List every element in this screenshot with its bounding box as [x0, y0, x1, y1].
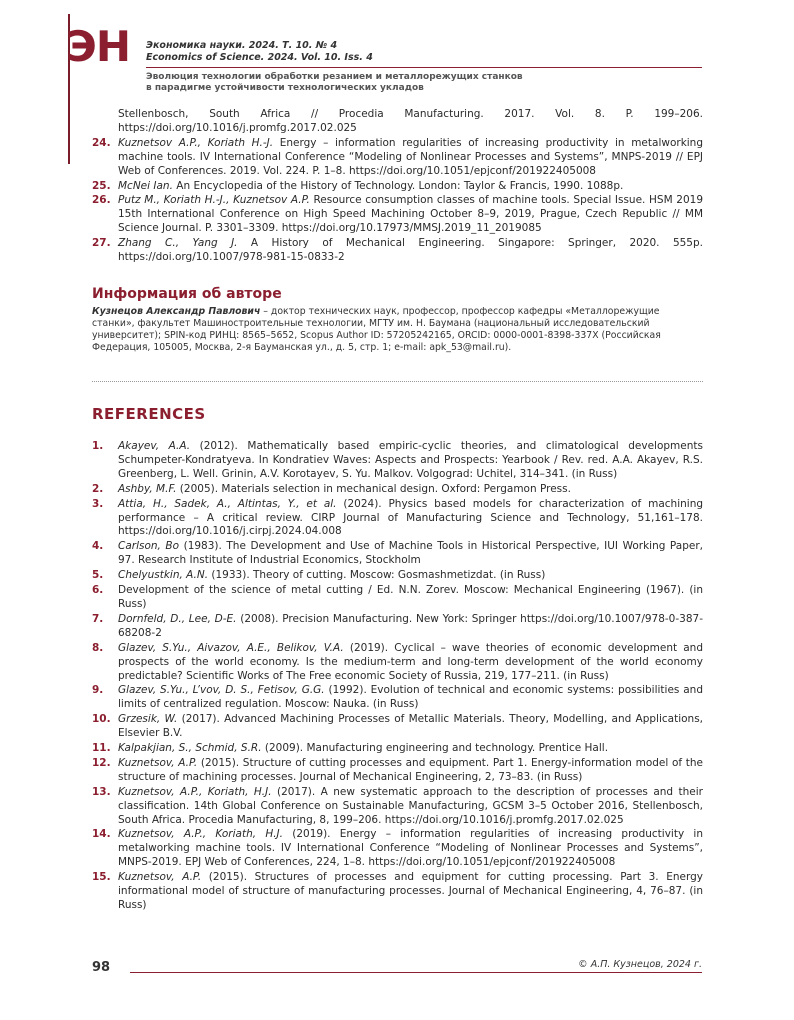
reference-number: 8. — [92, 641, 104, 654]
journal-title-ru: Экономика науки. 2024. Т. 10. № 4 — [146, 40, 338, 51]
reference-number: 6. — [92, 584, 104, 597]
page-number: 98 — [92, 960, 111, 975]
reference-details: (2015). Structure of cutting processes and equipment. Part 1. Energy-information model of the structure of machining processes. Journal of Mechanical Engineering, 2, 73–83. (in Russ) — [118, 756, 703, 783]
reference-text — [118, 540, 703, 568]
reference-item — [92, 684, 703, 712]
reference-details: Energy – information regularities of increasing productivity in metalworking machine tools. IV International Conference “Modeling of Nonlinear Processes and Systems”, MNPS-2019 // EPJ Web of Conferences. 2019. Vol. 224. P. 1–8. https://doi.org/10.1051/epjconf/201922405008 — [118, 136, 704, 177]
reference-item — [92, 713, 703, 741]
reference-details: (1933). Theory of cutting. Moscow: Gosmashmetizdat. (in Russ) — [208, 569, 546, 582]
author-details: – доктор технических наук, профессор, профессор кафедры «Металлорежущие станки», факультет Машиностроительные технологии, МГТУ им. Н. Баумана (национальный исследовательский университет); SPIN-код РИНЦ: 8565–5652, Scopus Author ID: 57205242165, ORCID: 0000-0001-8398-337X (Российская Федерация, 105005, Москва, 2-я Бауманская ул., д. 5, стр. 1; e-mail: apk_53@mail.ru). — [92, 306, 661, 353]
reference-item — [92, 483, 703, 497]
reference-details: (2024). Physics based models for characterization of machining performance – A critical review. CIRP Journal of Manufacturing Science and Technology, 51,161–178. https://doi.org/10.1016/j.cirpj.2024.04.008 — [118, 497, 704, 538]
reference-text — [118, 642, 703, 684]
author-info-heading: Информация об авторе — [92, 286, 282, 302]
references-heading: REFERENCES — [92, 405, 206, 423]
reference-details: (2012). Mathematically based empiric-cyclic theories, and climatological developments Schumpeter-Kondratyeva. In Kondratiev Waves: Aspects and Prospects: Yearbook / Rev. red. A.A. Akayev, R.S. Greenberg, L. Well. Grinin, A.V. Korotayev, S. Yu. Malkov. Volgograd: Uchitel, 314–341. (in Russ) — [118, 440, 703, 480]
reference-authors: Ashby, M.F. — [118, 482, 177, 495]
reference-authors: Attia, H., Sadek, A., Altintas, Y., et al. — [118, 497, 337, 510]
reference-number: 26. — [92, 194, 111, 207]
reference-number: 1. — [92, 440, 104, 452]
reference-item — [92, 642, 703, 684]
reference-number: 10. — [92, 713, 111, 726]
reference-authors: Zhang C., Yang J. — [118, 237, 238, 250]
reference-authors: McNei Ian. — [118, 179, 173, 192]
reference-text — [118, 786, 703, 828]
reference-details: Resource consumption classes of machine tools. Special Issue. HSM 2019 15th International Conference on High Speed Machining October 8–9, 2019, Prague, Czech Republic // MM Science Journal. P. 3301–3309. https://doi.org/10.17973/MMSJ.2019_11_2019085 — [118, 194, 704, 235]
reference-number: 7. — [92, 612, 104, 625]
reference-item — [92, 440, 703, 482]
reference-item — [92, 180, 703, 194]
reference-details: (1992). Evolution of technical and economic systems: possibilities and limits of centralized regulation. Moscow: Nauka. (in Russ) — [118, 684, 704, 711]
reference-details: Stellenbosch, South Africa // Procedia Manufacturing. 2017. Vol. 8. P. 199–206. https://doi.org/10.1016/j.promfg.2017.02.025 — [118, 108, 703, 134]
reference-number: 3. — [92, 497, 104, 510]
reference-number: 27. — [92, 237, 111, 250]
reference-number: 12. — [92, 756, 111, 769]
en-reference-list — [92, 440, 703, 914]
reference-text — [118, 440, 703, 482]
reference-text — [118, 483, 703, 497]
reference-details: A History of Mechanical Engineering. Singapore: Springer, 2020. 555p. https://doi.org/10.1007/978-981-15-0833-2 — [118, 237, 703, 264]
reference-details: (2009). Manufacturing engineering and technology. Prentice Hall. — [261, 742, 609, 755]
section-divider — [92, 381, 703, 382]
reference-authors: Putz M., Koriath H.-J., Kuznetsov A.P. — [118, 194, 310, 207]
reference-text — [118, 613, 703, 641]
reference-details: An Encyclopedia of the History of Technology. London: Taylor & Francis, 1990. 1088p. — [172, 179, 624, 192]
reference-item — [92, 540, 703, 568]
reference-text — [118, 828, 703, 870]
reference-text — [118, 684, 703, 712]
journal-title-en: Economics of Science. 2024. Vol. 10. Iss. 4 — [146, 52, 373, 63]
reference-authors: Kalpakjian, S., Schmid, S.R. — [118, 742, 262, 755]
reference-number: 13. — [92, 785, 111, 798]
reference-details: (2019). Cyclical – wave theories of economic development and prospects of the world economy. Is the medium-term and long-term development of the world economy predictable? Scientific Works of The Free economic Society of Russia, 219, 177–211. (in Russ) — [118, 641, 703, 682]
reference-details: (2005). Materials selection in mechanical design. Oxford: Pergamon Press. — [176, 482, 571, 495]
reference-text — [118, 137, 703, 179]
reference-item — [92, 569, 703, 583]
header-divider — [146, 67, 702, 68]
reference-authors: Dornfeld, D., Lee, D-E. — [118, 612, 237, 625]
reference-authors: Glazev, S.Yu., L’vov, D. S., Fetisov, G.G. — [118, 684, 325, 697]
reference-item — [92, 786, 703, 828]
reference-number: 15. — [92, 871, 111, 884]
reference-item — [92, 498, 703, 540]
reference-number: 14. — [92, 828, 111, 841]
reference-number: 11. — [92, 742, 111, 755]
reference-authors: Carlson, Bo — [118, 540, 180, 553]
reference-number: 25. — [92, 179, 111, 192]
reference-item — [92, 237, 703, 265]
reference-text — [118, 713, 703, 741]
reference-item — [92, 194, 703, 236]
reference-text — [118, 194, 703, 236]
reference-details: (2017). A new systematic approach to the description of processes and their classification. 14th Global Conference on Sustainable Manufacturing, GCSM 3–5 October 2016, Stellenbosch, South Africa. Procedia Manufacturing, 8, 199–206. https://doi.org/10.1016/j.promfg.2017.02.025 — [118, 785, 703, 826]
reference-item — [92, 742, 703, 756]
reference-number — [92, 108, 118, 136]
reference-text — [118, 742, 703, 756]
reference-authors: Chelyustkin, A.N. — [118, 569, 209, 582]
reference-item — [92, 828, 703, 870]
author-info — [92, 306, 703, 354]
reference-text — [118, 584, 703, 612]
reference-number: 9. — [92, 684, 104, 697]
running-header — [146, 40, 702, 64]
reference-text — [118, 108, 703, 136]
reference-authors: Akayev, A.A. — [118, 440, 191, 452]
reference-item — [92, 757, 703, 785]
reference-authors: Kuznetsov, A.P. — [118, 871, 202, 884]
reference-item — [92, 871, 703, 913]
reference-details: (1983). The Development and Use of Machine Tools in Historical Perspective, IUI Working Paper, 97. Research Institute of Industrial Economics, Stockholm — [118, 540, 704, 567]
reference-text — [118, 180, 703, 194]
reference-authors: Kuznetsov, A.P., Koriath, H.J. — [118, 785, 272, 798]
reference-text — [118, 757, 703, 785]
reference-details: (2017). Advanced Machining Processes of Metallic Materials. Theory, Modelling, and Applications, Elsevier B.V. — [118, 713, 703, 740]
reference-number: 4. — [92, 540, 104, 553]
reference-authors: Grzesik, W. — [118, 713, 178, 726]
reference-item — [92, 108, 703, 136]
reference-details: Development of the science of metal cutting / Ed. N.N. Zorev. Moscow: Mechanical Engineering (1967). (in Russ) — [118, 584, 703, 610]
reference-authors: Glazev, S.Yu., Aivazov, A.E., Belikov, V.A. — [118, 641, 344, 654]
reference-authors: Kuznetsov, A.P., Koriath, H.J. — [118, 828, 283, 841]
journal-logo: ЭН — [66, 22, 130, 71]
reference-item — [92, 137, 703, 179]
reference-item — [92, 584, 703, 612]
reference-authors: Kuznetsov A.P., Koriath H.-J. — [118, 136, 274, 149]
reference-text — [118, 498, 703, 540]
reference-number: 24. — [92, 136, 111, 149]
reference-details: (2019). Energy – information regularities of increasing productivity in metalworking machine tools. IV International Conference “Modeling of Nonlinear Processes and Systems”, MNPS-2019. EPJ Web of Conferences, 224, 1–8. https://doi.org/10.1051/epjconf/201922405008 — [118, 828, 703, 869]
footer-divider — [130, 972, 702, 973]
reference-details: (2008). Precision Manufacturing. New York: Springer https://doi.org/10.1007/978-0-387-68208-2 — [118, 612, 703, 639]
reference-text — [118, 237, 703, 265]
reference-text — [118, 871, 703, 913]
article-running-title: Эволюция технологии обработки резанием и металлорежущих станков в парадигме устойчивости технологических укладов — [146, 72, 523, 93]
copyright-notice: © А.П. Кузнецов, 2024 г. — [578, 959, 702, 970]
reference-number: 2. — [92, 482, 104, 495]
ru-reference-list — [92, 108, 703, 266]
reference-details: (2015). Structures of processes and equipment for cutting processing. Part 3. Energy informational model of structure of manufacturing processes. Journal of Mechanical Engineering, 4, 76–87. (in Russ) — [118, 871, 703, 911]
reference-authors: Kuznetsov, A.P. — [118, 756, 198, 769]
reference-item — [92, 613, 703, 641]
author-name: Кузнецов Александр Павлович — [92, 306, 261, 317]
reference-text — [118, 569, 703, 583]
reference-number: 5. — [92, 569, 104, 582]
